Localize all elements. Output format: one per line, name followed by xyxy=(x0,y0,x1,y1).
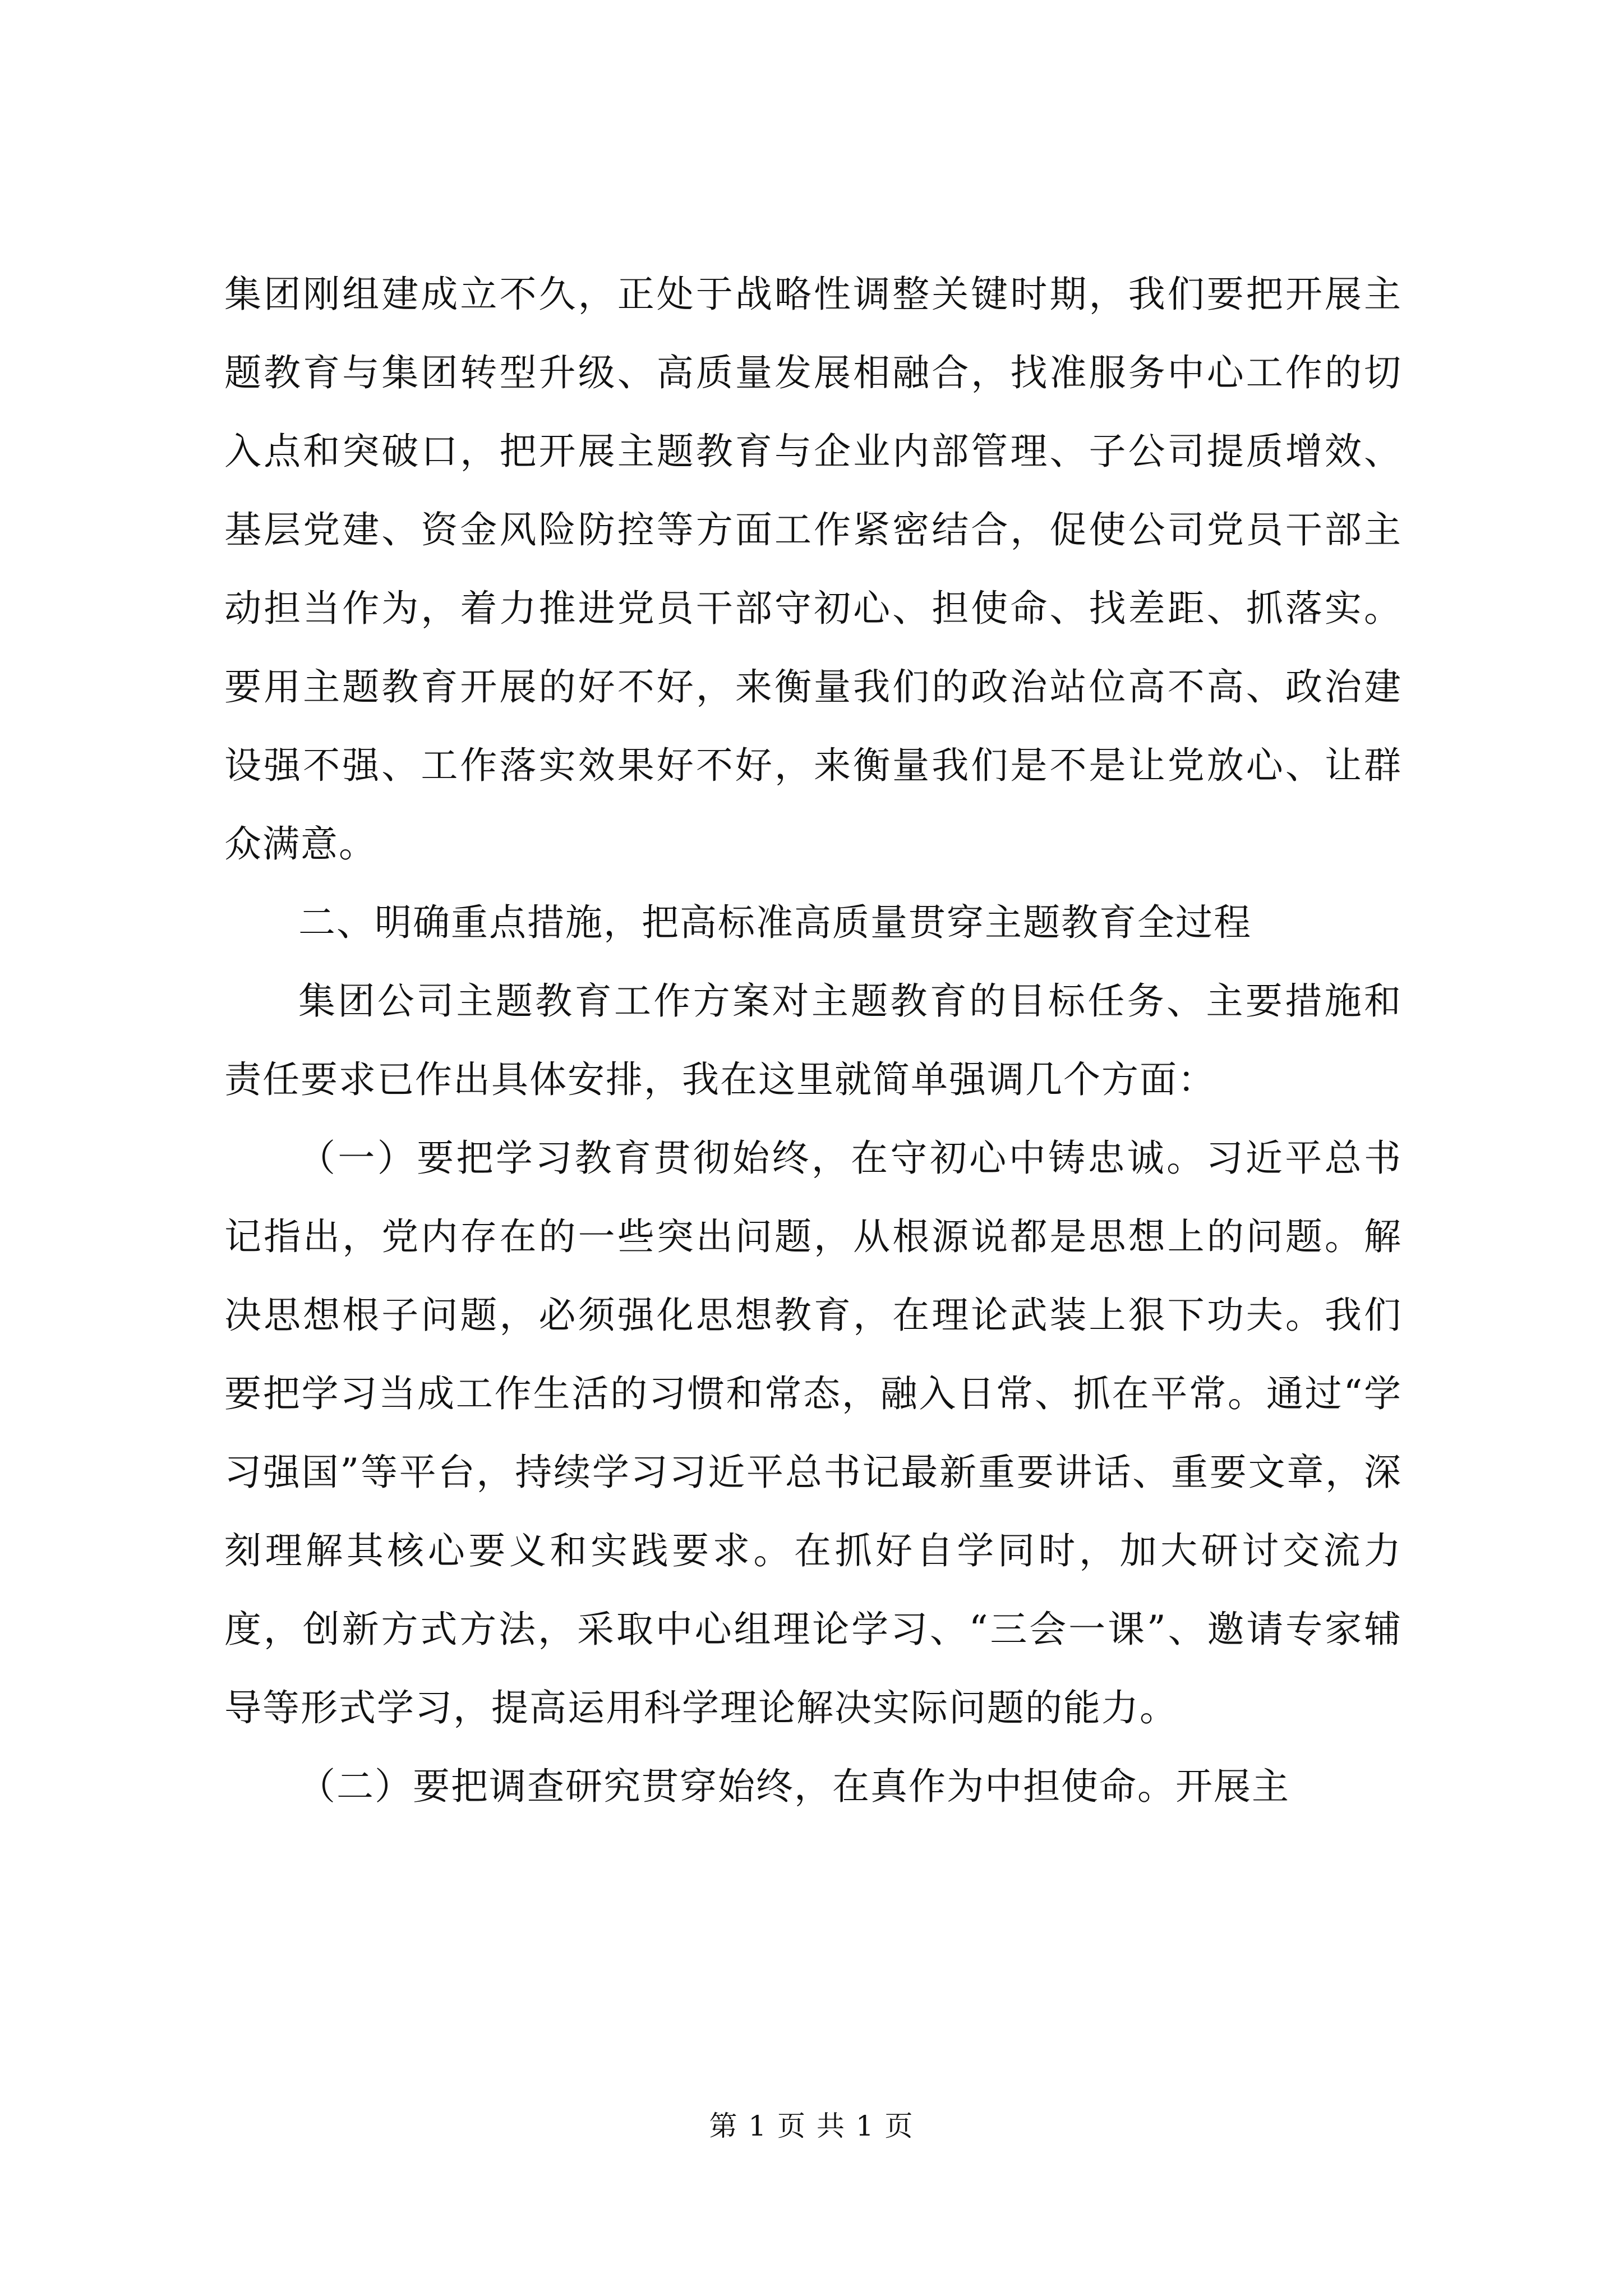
paragraph-point-two: （二）要把调查研究贯穿始终，在真作为中担使命。开展主 xyxy=(298,1765,1290,1808)
document-body xyxy=(224,255,1402,1826)
section-heading-two: 二、明确重点措施，把高标准高质量贯穿主题教育全过程 xyxy=(298,901,1252,944)
paragraph-point-one: （一）要把学习教育贯彻始终，在守初心中铸忠诚。习近平总书记指出，党内存在的一些突出问题，从根源说都是思想上的问题。解决思想根子问题，必须强化思想教育，在理论武装上狠下功夫。我们要把学习当成工作生活的习惯和常态，融入日常、抓在平常。通过“学习强国”等平台，持续学习习近平总书记最新重要讲话、重要文章，深刻理解其核心要义和实践要求。在抓好自学同时，加大研讨交流力度，创新方式方法，采取中心组理论学习、“三会一课”、邀请专家辅导等形式学习，提高运用科学理论解决实际问题的能力。 xyxy=(224,1137,1402,1729)
paragraph-intro-continuation: 集团刚组建成立不久，正处于战略性调整关键时期，我们要把开展主题教育与集团转型升级、高质量发展相融合，找准服务中心工作的切入点和突破口，把开展主题教育与企业内部管理、子公司提质增效、基层党建、资金风险防控等方面工作紧密结合，促使公司党员干部主动担当作为，着力推进党员干部守初心、担使命、找差距、抓落实。要用主题教育开展的好不好，来衡量我们的政治站位高不高、政治建设强不强、工作落实效果好不好，来衡量我们是不是让党放心、让群众满意。 xyxy=(224,273,1402,866)
paragraph-section-two-intro: 集团公司主题教育工作方案对主题教育的目标任务、主要措施和责任要求已作出具体安排，我在这里就简单强调几个方面： xyxy=(224,979,1402,1101)
page-footer: 第 1 页 共 1 页 xyxy=(709,2110,914,2142)
